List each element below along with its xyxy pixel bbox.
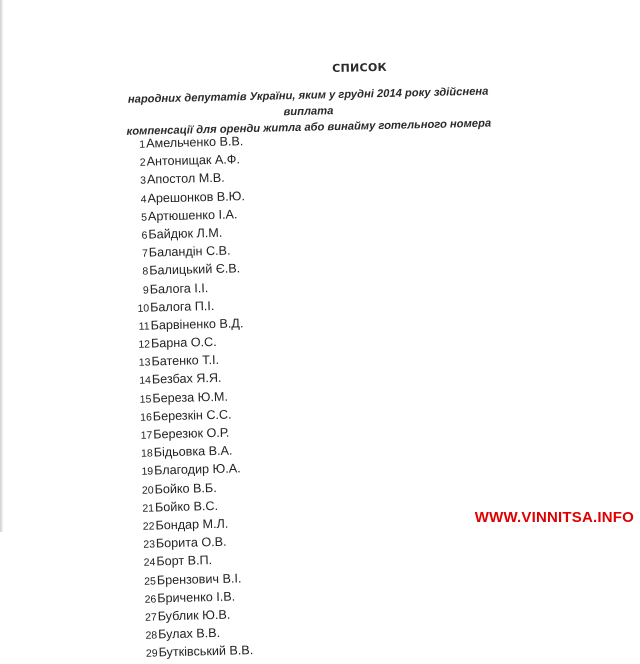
list-item-name: Березкін С.С. <box>153 407 232 423</box>
list-item-number: 13 <box>139 357 151 369</box>
list-item-name: Бриченко І.В. <box>157 589 235 605</box>
list-item-number: 6 <box>141 229 147 241</box>
list-item-number: 22 <box>143 520 155 532</box>
list-item-name: Балога П.І. <box>150 299 214 315</box>
list-item-name: Балицький Є.В. <box>149 262 240 278</box>
list-item-name: Бідьовка В.А. <box>154 444 233 460</box>
list-item-name: Баландін С.В. <box>149 244 231 260</box>
list-item-name: Арешонков В.Ю. <box>147 189 245 205</box>
watermark-logo: WWW.VINNITSA.INFO <box>475 509 634 526</box>
list-item-number: 16 <box>140 411 152 423</box>
document-subtitle <box>118 83 499 140</box>
list-item-number: 21 <box>142 502 154 514</box>
list-item-name: Балога І.І. <box>150 281 209 296</box>
list-item-number: 29 <box>146 648 158 660</box>
list-item-name: Бутківський В.В. <box>158 643 253 659</box>
list-item-name: Борита О.В. <box>156 535 227 551</box>
list-item-number: 14 <box>139 375 151 387</box>
list-item-name: Безбах Я.Я. <box>152 371 222 387</box>
document-title: СПИСОК <box>332 61 387 75</box>
list-item-name: Березюк О.Р. <box>153 426 229 442</box>
list-item-name: Барна О.С. <box>151 335 217 351</box>
list-item-name: Береза Ю.М. <box>152 389 228 405</box>
list-item-number: 2 <box>140 157 146 169</box>
list-item-number: 10 <box>137 302 149 314</box>
list-item-number: 26 <box>144 593 156 605</box>
list-item-number: 23 <box>143 539 155 551</box>
deputy-list <box>128 137 141 664</box>
subtitle-line-1: народних депутатів України, яким у грудні 2014 року здійснена виплата <box>118 83 499 124</box>
list-item-number: 9 <box>143 284 149 296</box>
list-item-number: 4 <box>141 193 147 205</box>
list-item-name: Антонищак А.Ф. <box>146 152 240 168</box>
list-item-name: Амельченко В.В. <box>146 134 244 150</box>
list-item-number: 3 <box>140 175 146 187</box>
list-item-number: 24 <box>144 557 156 569</box>
list-item-name: Бойко В.Б. <box>154 481 216 497</box>
list-item-number: 11 <box>139 320 150 332</box>
list-item-name: Борт В.П. <box>156 553 212 568</box>
list-item-name: Благодир Ю.А. <box>154 462 241 478</box>
list-item-name: Апостол М.В. <box>147 171 225 187</box>
list-item-name: Бойко В.С. <box>155 499 218 515</box>
list-item-name: Байдюк Л.М. <box>148 226 222 242</box>
list-item-name: Барвіненко В.Д. <box>150 316 243 332</box>
list-item-number: 18 <box>141 448 153 460</box>
list-item-number: 12 <box>138 339 150 351</box>
list-item-number: 1 <box>139 139 145 151</box>
list-item-number: 27 <box>145 611 157 623</box>
list-item-number: 19 <box>141 466 153 478</box>
subtitle-line-2: компенсації для оренди житла або винайму готельного номера <box>119 115 499 140</box>
list-item-number: 7 <box>142 248 148 260</box>
list-item-name: Булах В.В. <box>158 626 220 642</box>
page-edge-shadow <box>0 0 3 532</box>
list-item-name: Батенко Т.І. <box>151 353 219 369</box>
list-item-name: Бублик Ю.В. <box>158 608 231 624</box>
list-item-number: 8 <box>142 266 148 278</box>
list-item-number: 5 <box>141 211 147 223</box>
list-item-number: 25 <box>144 575 156 587</box>
list-item-number: 28 <box>145 629 157 641</box>
list-item-name: Брензович В.І. <box>157 571 242 587</box>
list-item-number: 20 <box>142 484 154 496</box>
list-item-name: Артюшенко І.А. <box>148 207 238 223</box>
list-item-name: Бондар М.Л. <box>155 517 228 533</box>
list-item-number: 17 <box>140 429 152 441</box>
list-item-number: 15 <box>140 393 152 405</box>
